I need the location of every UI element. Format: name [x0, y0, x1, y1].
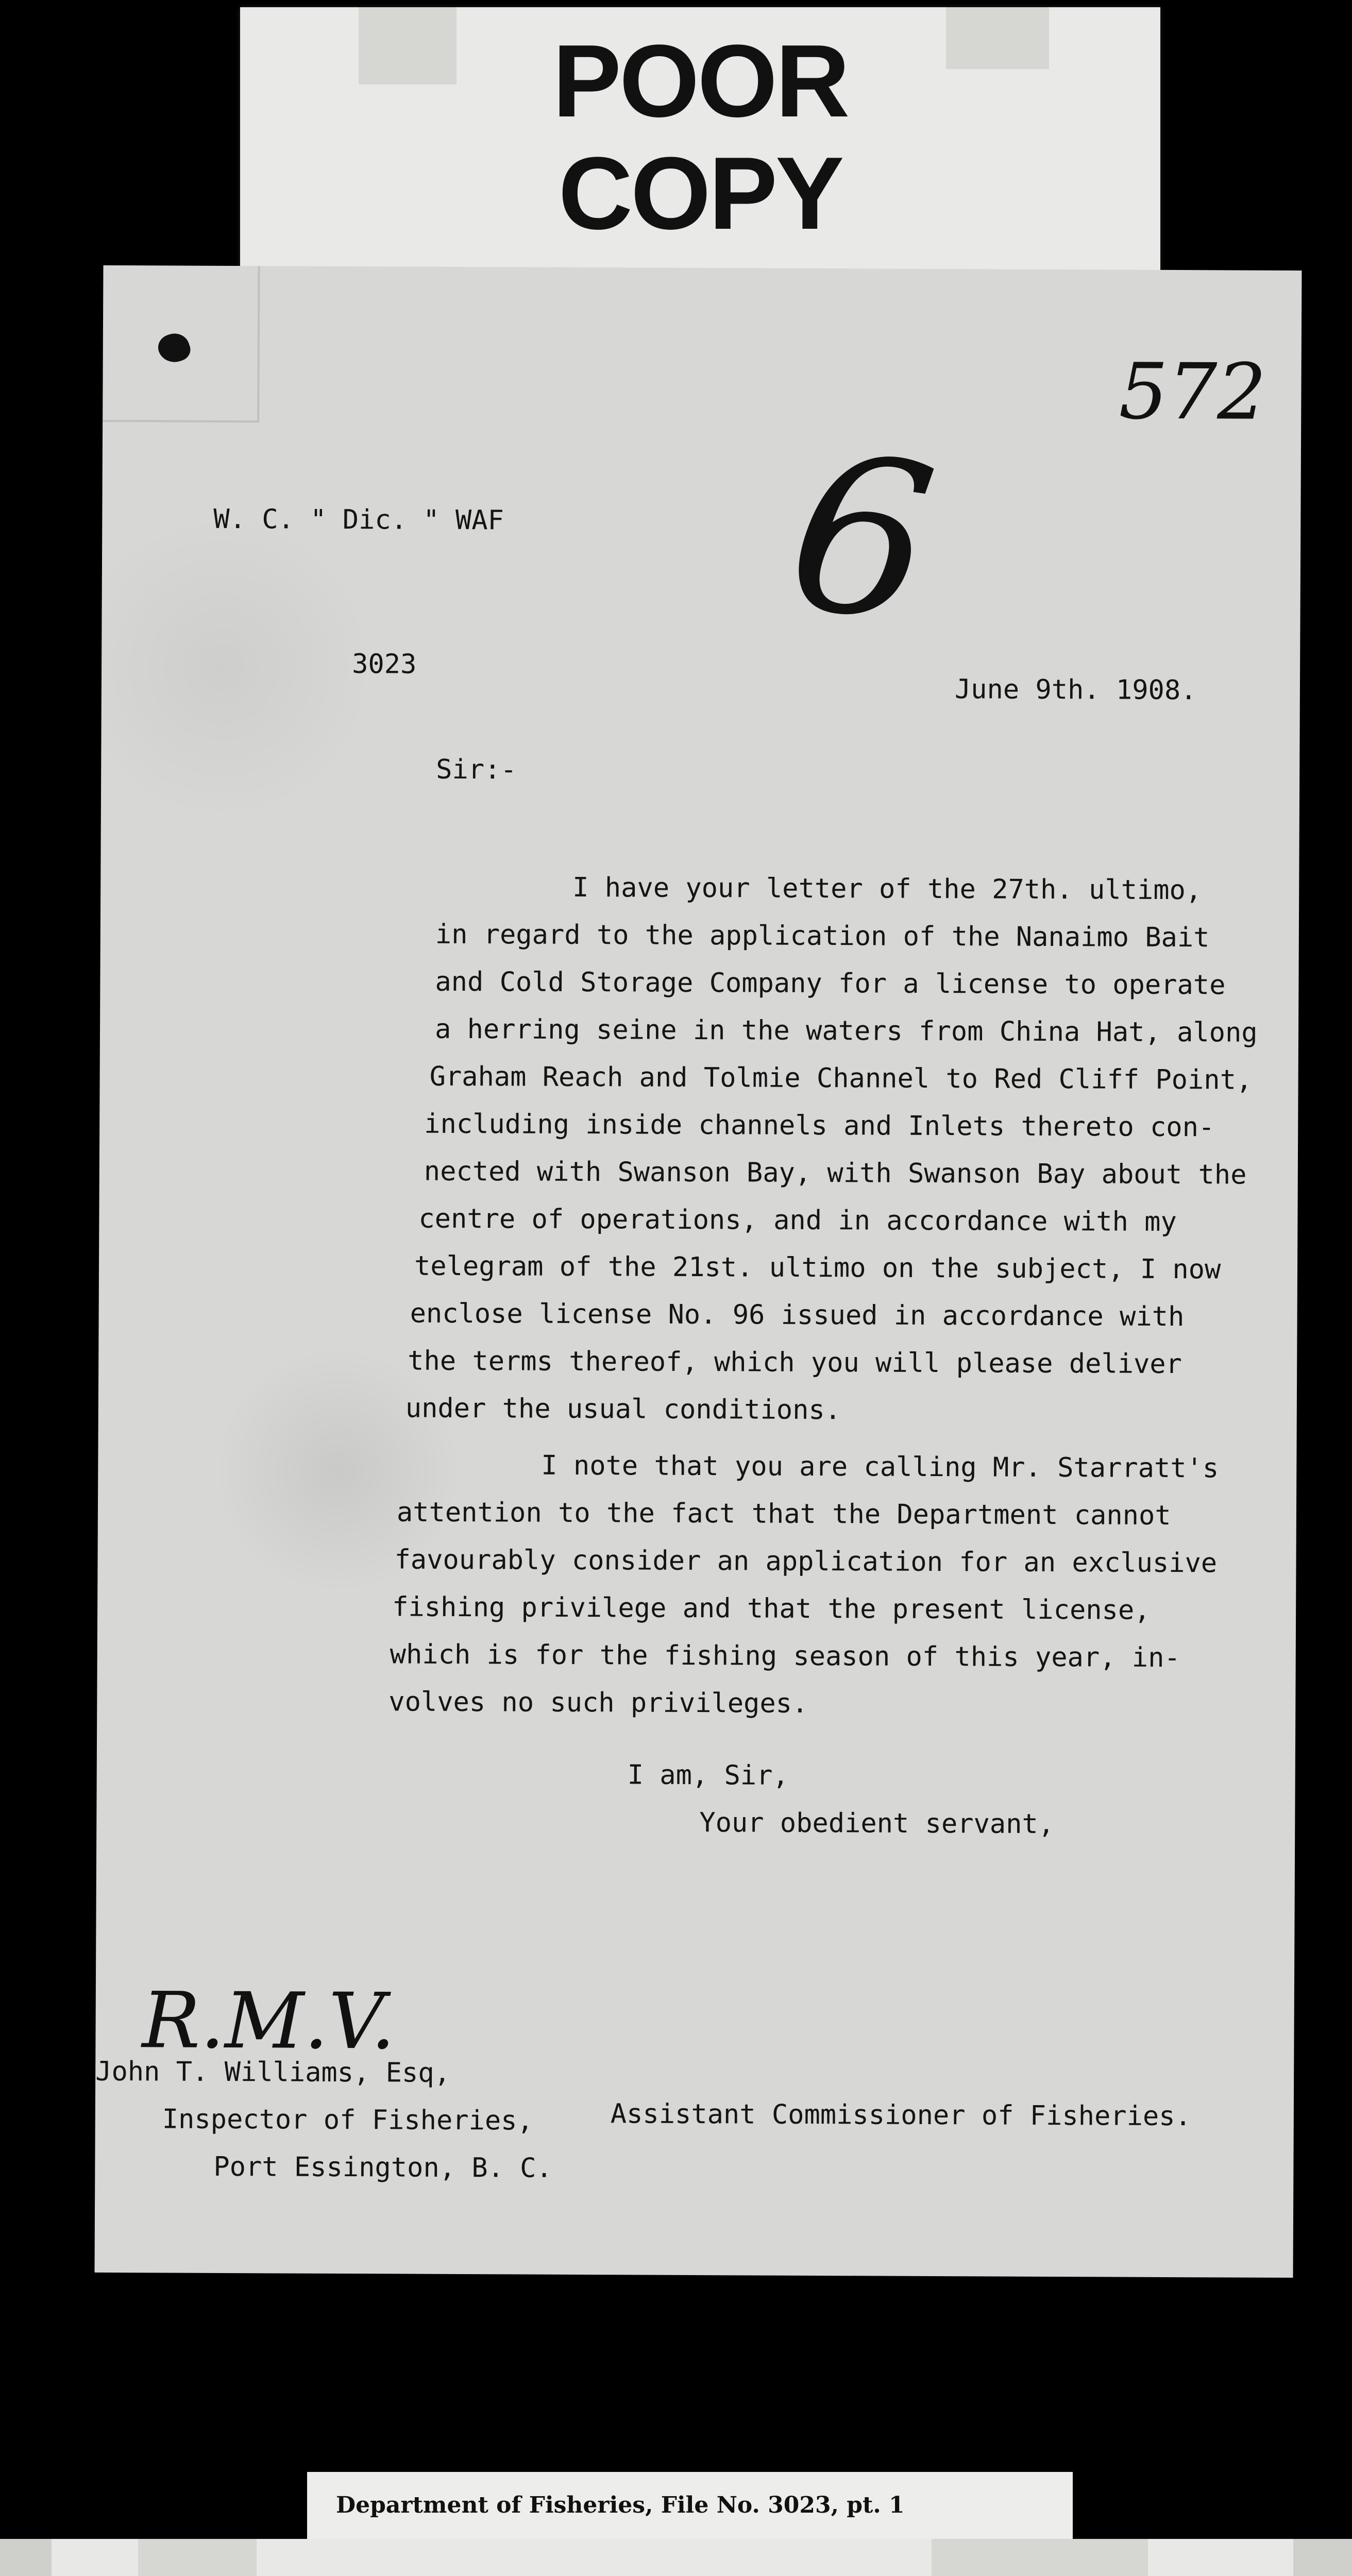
handwritten-mark: 6 [775, 404, 948, 674]
letter-page [95, 265, 1302, 2278]
handwritten-initials: R.M.V. [142, 1976, 396, 2067]
page-number: 572 [1119, 347, 1267, 437]
paragraph-1-line: enclose license No. 96 issued in accordance with [410, 1298, 1185, 1333]
tape-strip [932, 2539, 1148, 2576]
paragraph-1-line: and Cold Storage Company for a license to operate [435, 966, 1226, 1001]
paragraph-2-line: I note that you are calling Mr. Starratt's [541, 1450, 1219, 1484]
paragraph-1-line: I have your letter of the 27th. ultimo, [572, 872, 1202, 906]
poor-copy-banner [240, 7, 1160, 270]
closing-line: Your obedient servant, [699, 1807, 1055, 1840]
edge-strip [0, 2539, 52, 2576]
paragraph-1-line: under the usual conditions. [405, 1393, 841, 1426]
archives-banner [0, 2539, 1352, 2576]
reference-line: W. C. " Dic. " WAF [213, 503, 504, 536]
paragraph-1-line: in regard to the application of the Nanaimo Bait [435, 919, 1210, 954]
tape-strip [138, 2539, 257, 2576]
poor-copy-line-1: POOR [552, 24, 848, 139]
file-number: 3023 [352, 649, 417, 680]
addressee-line: Port Essington, B. C. [213, 2151, 552, 2184]
paragraph-2-line: attention to the fact that the Department cannot [396, 1497, 1171, 1532]
paragraph-1-line: including inside channels and Inlets thereto con- [424, 1108, 1215, 1143]
paragraph-1-line: telegram of the 21st. ultimo on the subject, I now [414, 1250, 1221, 1285]
signer-title: Assistant Commissioner of Fisheries. [610, 2098, 1192, 2132]
file-label: Department of Fisheries, File No. 3023, pt. 1 [307, 2472, 1073, 2539]
paragraph-2-line: favourably consider an application for an exclusive [394, 1544, 1218, 1579]
paragraph-2-line: which is for the fishing season of this year, in- [390, 1639, 1180, 1674]
letter-date: June 9th. 1908. [954, 674, 1197, 706]
closing-line: I am, Sir, [627, 1759, 789, 1791]
paragraph-2-line: fishing privilege and that the present license, [392, 1591, 1151, 1626]
paragraph-1-line: the terms thereof, which you will please deliver [408, 1345, 1182, 1380]
paragraph-1-line: Graham Reach and Tolmie Channel to Red Cliff Point, [429, 1061, 1253, 1096]
paragraph-2-line: volves no such privileges. [388, 1686, 808, 1719]
salutation: Sir:- [436, 754, 517, 786]
paragraph-1-line: centre of operations, and in accordance with my [418, 1203, 1177, 1238]
edge-strip [1293, 2539, 1352, 2576]
addressee-line: Inspector of Fisheries, [162, 2104, 533, 2137]
poor-copy-line-2: COPY [558, 136, 842, 251]
paragraph-1-line: nected with Swanson Bay, with Swanson Bay about the [424, 1156, 1247, 1191]
paragraph-1-line: a herring seine in the waters from China Hat, along [434, 1013, 1258, 1048]
addressee-line: John T. Williams, Esq, [95, 2056, 451, 2089]
